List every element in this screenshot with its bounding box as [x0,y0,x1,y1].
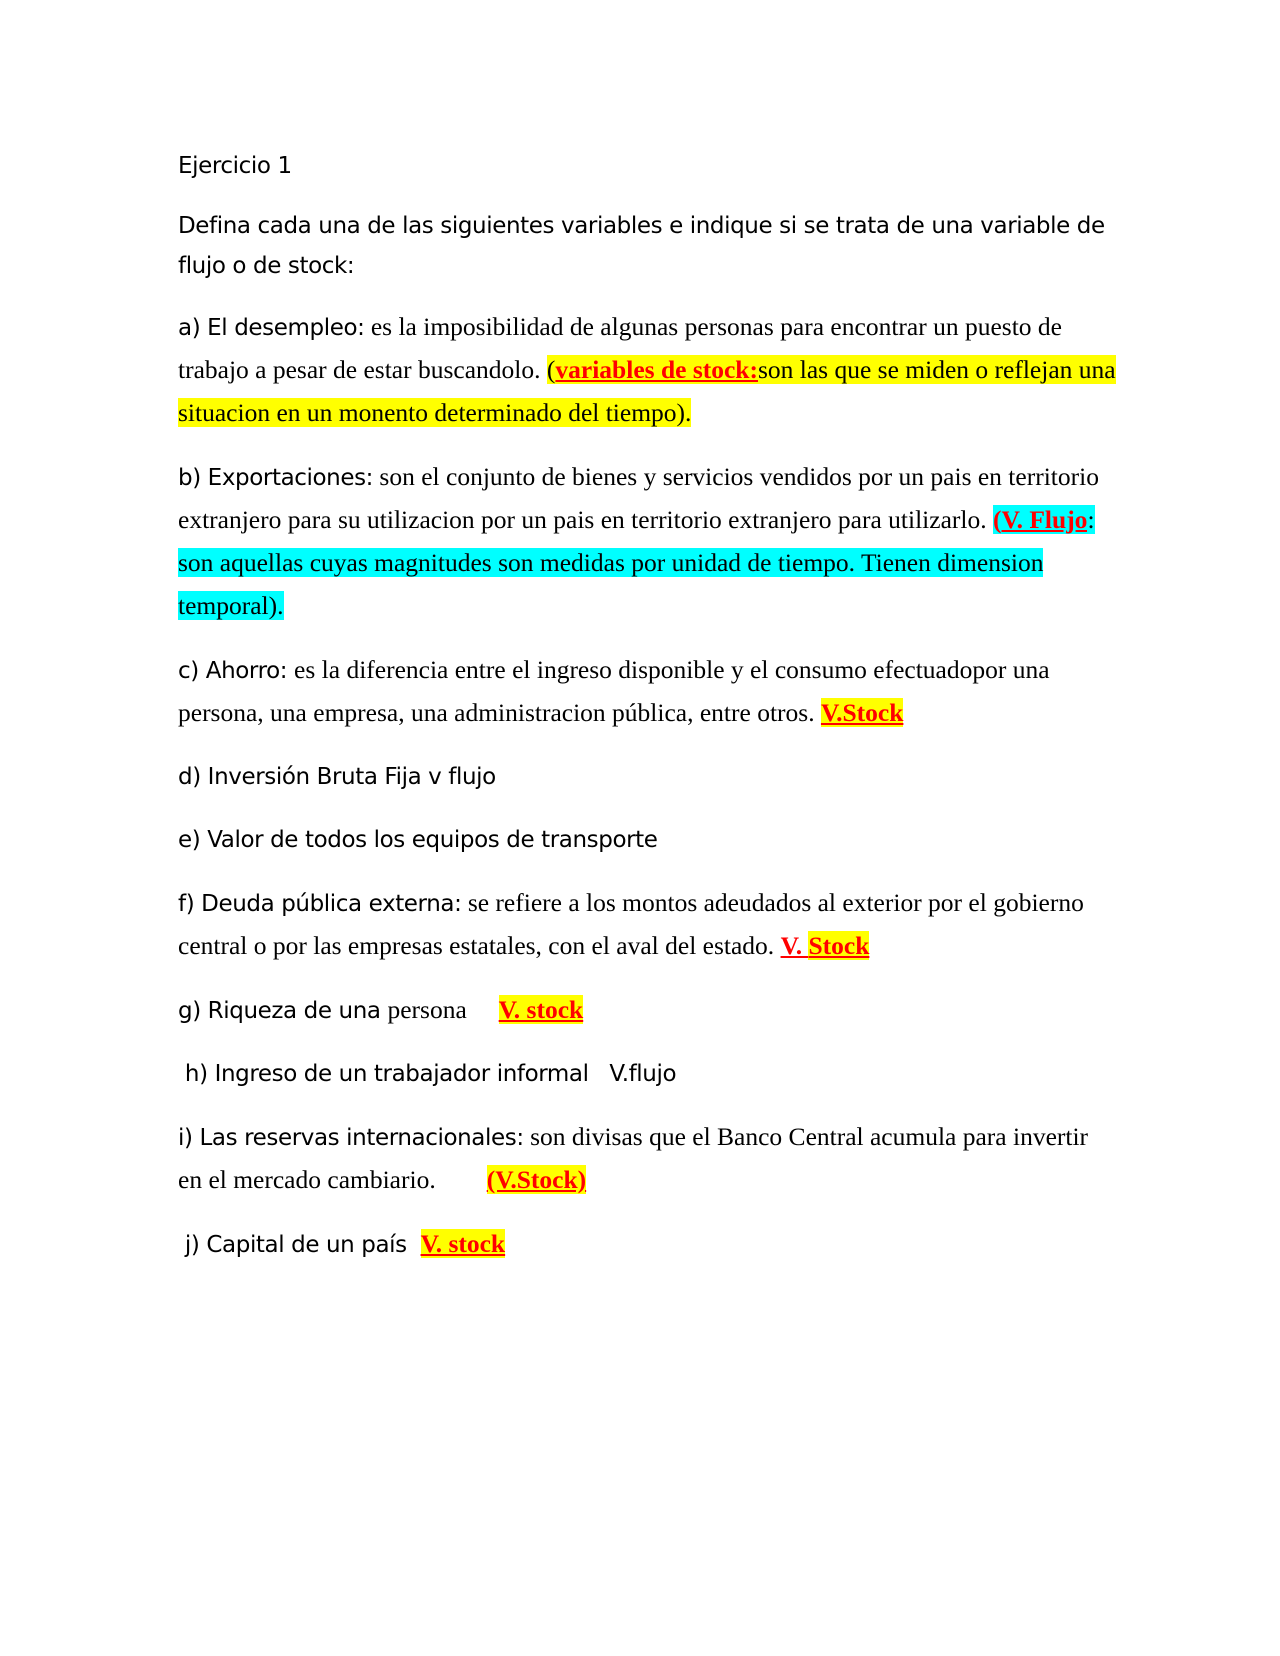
item-d-label: d) Inversión Bruta Fija v flujo [178,764,496,790]
item-a-tag: variables de stock: [555,355,758,384]
item-b [178,457,1118,629]
item-g-label: g) Riqueza de una [178,998,388,1024]
item-a-highlight: son las que se miden o reflejan una situacion en un monento determinado del tiempo). [178,355,1116,427]
item-b-text: son el conjunto de bienes y servicios vendidos por un pais en territorio extranjero para su utilizacion por un pais en territorio extranjero para utilizarlo. [178,462,1099,534]
item-g [178,990,1118,1033]
item-f-text: se refiere a los montos adeudados al exterior por el gobierno central o por las empresas estatales, con el aval del estado. [178,888,1084,960]
item-c-label: c) Ahorro: [178,658,295,684]
item-i [178,1117,1118,1203]
item-i-label: i) Las reservas internacionales: [178,1125,524,1151]
item-b-label: b) Exportaciones: [178,465,374,491]
item-j-tag: V. stock [420,1229,506,1258]
item-f-tag: Stock [808,931,870,960]
item-e [178,820,1118,862]
item-a-label: a) El desempleo: [178,315,365,341]
item-c-text: es la diferencia entre el ingreso disponible y el consumo efectuadopor una persona, una empresa, una administracion pública, entre otros. [178,655,1050,727]
item-i-text: son divisas que el Banco Central acumula para invertir en el mercado cambiario. [178,1122,1095,1194]
item-c-tag: V.Stock [820,698,904,727]
exercise-intro: Defina cada una de las siguientes variables e indique si se trata de una variable de flujo o de stock: [178,213,1105,279]
item-a-paren: ( [546,355,556,384]
item-h-label: h) Ingreso de un trabajador informal V.flujo [178,1061,677,1087]
item-i-tag: (V.Stock) [486,1165,587,1194]
item-d [178,757,1118,799]
item-f-label: f) Deuda pública externa: [178,891,462,917]
item-b-paren: ( [992,505,1002,534]
document-page [178,146,1118,1267]
item-b-highlight: : son aquellas cuyas magnitudes son medidas por unidad de tiempo. Tienen dimension temporal). [178,505,1095,620]
item-f [178,883,1118,969]
item-b-tag: V. Flujo [1001,505,1088,534]
item-a-text: es la imposibilidad de algunas personas para encontrar un puesto de trabajo a pesar de estar buscandolo. [178,312,1062,384]
item-h [178,1054,1118,1096]
item-a [178,307,1118,436]
item-e-label: e) Valor de todos los equipos de transporte [178,827,658,853]
item-j [178,1224,1118,1267]
item-c [178,650,1118,736]
item-g-tag: V. stock [498,995,584,1024]
item-f-tag-prefix: V. [780,931,809,960]
item-j-label: j) Capital de un país [178,1232,421,1258]
exercise-title: Ejercicio 1 [178,153,292,179]
item-g-label-serif: persona [387,995,499,1024]
